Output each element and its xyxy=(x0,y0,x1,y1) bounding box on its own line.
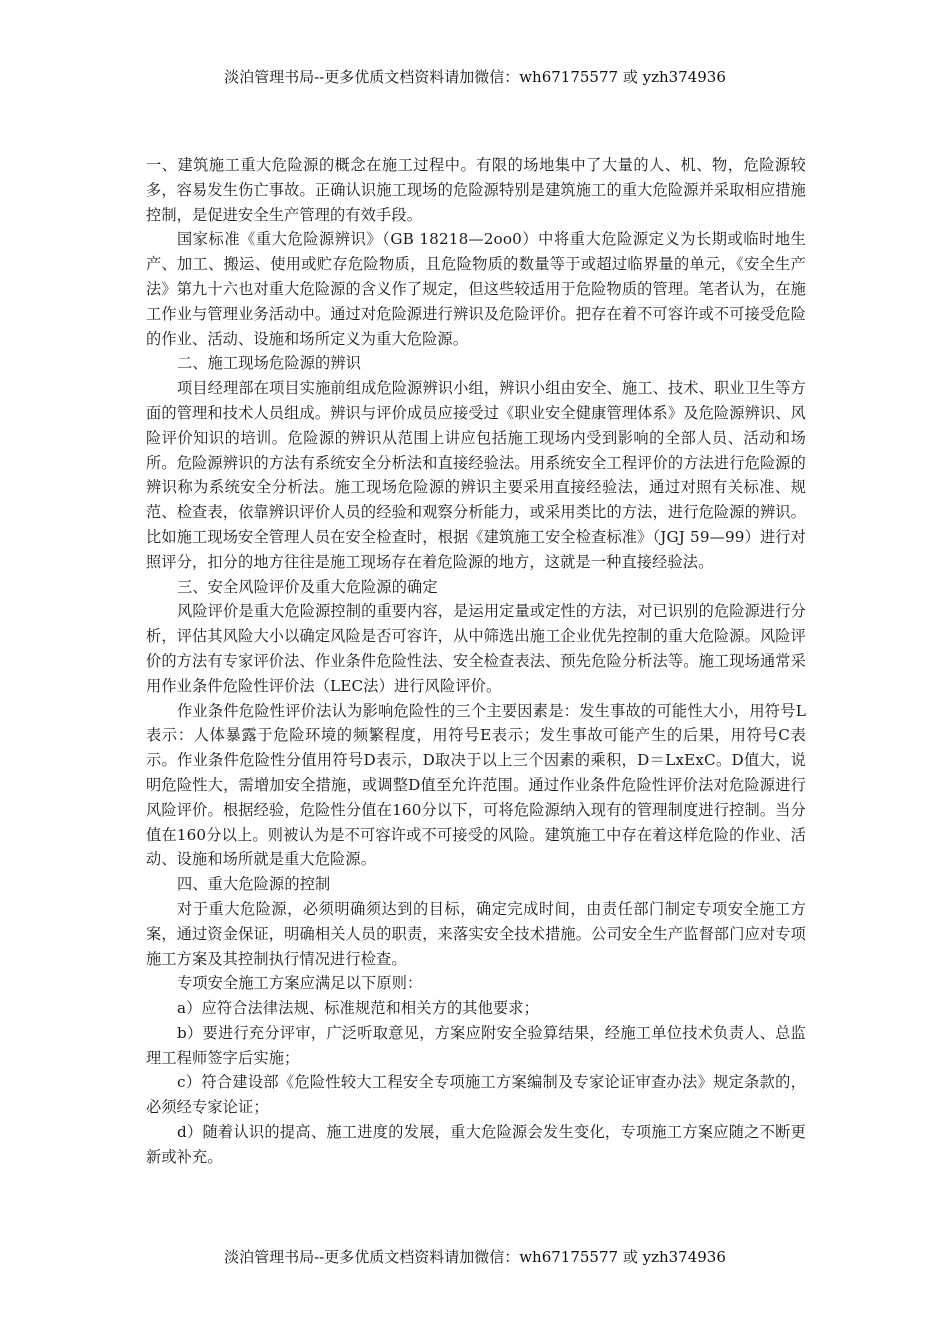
paragraph-national-standard: 国家标准《重大危险源辨识》（GB 18218—2oo0）中将重大危险源定义为长期或临时地生产、加工、搬运、使用或贮存危险物质，且危险物质的数量等于或超过临界量的单元，《安全生产法》第九十六也对重大危险源的含义作了规定，但这些较适用于危险物质的管理。笔者认为，在施工作业与管理业务活动中。通过对危险源进行辨识及危险评价。把存在着不可容许或不可接受危险的作业、活动、设施和场所定义为重大危险源。 xyxy=(146,230,806,348)
document-body xyxy=(146,153,806,1170)
list-item-b: b）要进行充分评审，广泛听取意见，方案应附安全验算结果，经施工单位技术负责人、总监理工程师签字后实施； xyxy=(146,1023,806,1067)
list-item-c: c）符合建设部《危险性较大工程安全专项施工方案编制及专家论证审查办法》规定条款的，必须经专家论证； xyxy=(146,1073,806,1117)
page-footer: 淡泊管理书局--更多优质文档资料请加微信：wh67175577 或 yzh374936 xyxy=(224,1248,726,1266)
paragraph-risk-evaluation: 风险评价是重大危险源控制的重要内容，是运用定量或定性的方法，对已识别的危险源进行分析，评估其风险大小以确定风险是否可容许，从中筛选出施工企业优先控制的重大危险源。风险评价的方法有专家评价法、作业条件危险性法、安全检查表法、预先危险分析法等。施工现场通常采用作业条件危险性评价法（LEC法）进行风险评价。 xyxy=(146,602,806,695)
section-heading-risk-evaluation: 三、安全风险评价及重大危险源的确定 xyxy=(177,577,438,596)
section-heading-identification: 二、施工现场危险源的辨识 xyxy=(177,354,362,373)
section-heading-control: 四、重大危险源的控制 xyxy=(177,875,331,894)
list-item-a: a）应符合法律法规、标准规范和相关方的其他要求； xyxy=(177,999,539,1018)
page-header: 淡泊管理书局--更多优质文档资料请加微信：wh67175577 或 yzh374936 xyxy=(224,68,726,86)
paragraph-concept: 一、建筑施工重大危险源的概念在施工过程中。有限的场地集中了大量的人、机、物，危险源较多，容易发生伤亡事故。正确认识施工现场的危险源特别是建筑施工的重大危险源并采取相应措施控制，是促进安全生产管理的有效手段。 xyxy=(146,156,806,224)
paragraph-lec-method: 作业条件危险性评价法认为影响危险性的三个主要因素是：发生事故的可能性大小，用符号L表示：人体暴露于危险环境的频繁程度，用符号E表示；发生事故可能产生的后果，用符号C表示。作业条件危险性分值用符号D表示，D取决于以上三个因素的乘积，D＝LxExC。D值大，说明危险性大，需增加安全措施，或调整D值至允许范围。通过作业条件危险性评价法对危险源进行风险评价。根据经验，危险性分值在160分以下，可将危险源纳入现有的管理制度进行控制。当分值在160分以上。则被认为是不可容许或不可接受的风险。建筑施工中存在着这样危险的作业、活动、设施和场所就是重大危险源。 xyxy=(146,701,806,869)
paragraph-identification: 项目经理部在项目实施前组成危险源辨识小组，辨识小组由安全、施工、技术、职业卫生等方面的管理和技术人员组成。辨识与评价成员应接受过《职业安全健康管理体系》及危险源辨识、风险评价知识的培训。危险源的辨识从范围上讲应包括施工现场内受到影响的全部人员、活动和场所。危险源辨识的方法有系统安全分析法和直接经验法。用系统安全工程评价的方法进行危险源的辨识称为系统安全分析法。施工现场危险源的辨识主要采用直接经验法，通过对照有关标准、规范、检查表，依靠辨识评价人员的经验和观察分析能力，或采用类比的方法，进行危险源的辨识。比如施工现场安全管理人员在安全检查时，根据《建筑施工安全检查标准》（JGJ 59—99）进行对照评分，扣分的地方往往是施工现场存在着危险源的地方，这就是一种直接经验法。 xyxy=(146,379,806,571)
paragraph-principles-intro: 专项安全施工方案应满足以下原则： xyxy=(177,974,423,993)
paragraph-control: 对于重大危险源，必须明确须达到的目标，确定完成时间，由责任部门制定专项安全施工方案，通过资金保证，明确相关人员的职责，来落实安全技术措施。公司安全生产监督部门应对专项施工方案及其控制执行情况进行检查。 xyxy=(146,899,806,968)
list-item-d: d）随着认识的提高、施工进度的发展，重大危险源会发生变化，专项施工方案应随之不断更新或补充。 xyxy=(146,1123,806,1166)
